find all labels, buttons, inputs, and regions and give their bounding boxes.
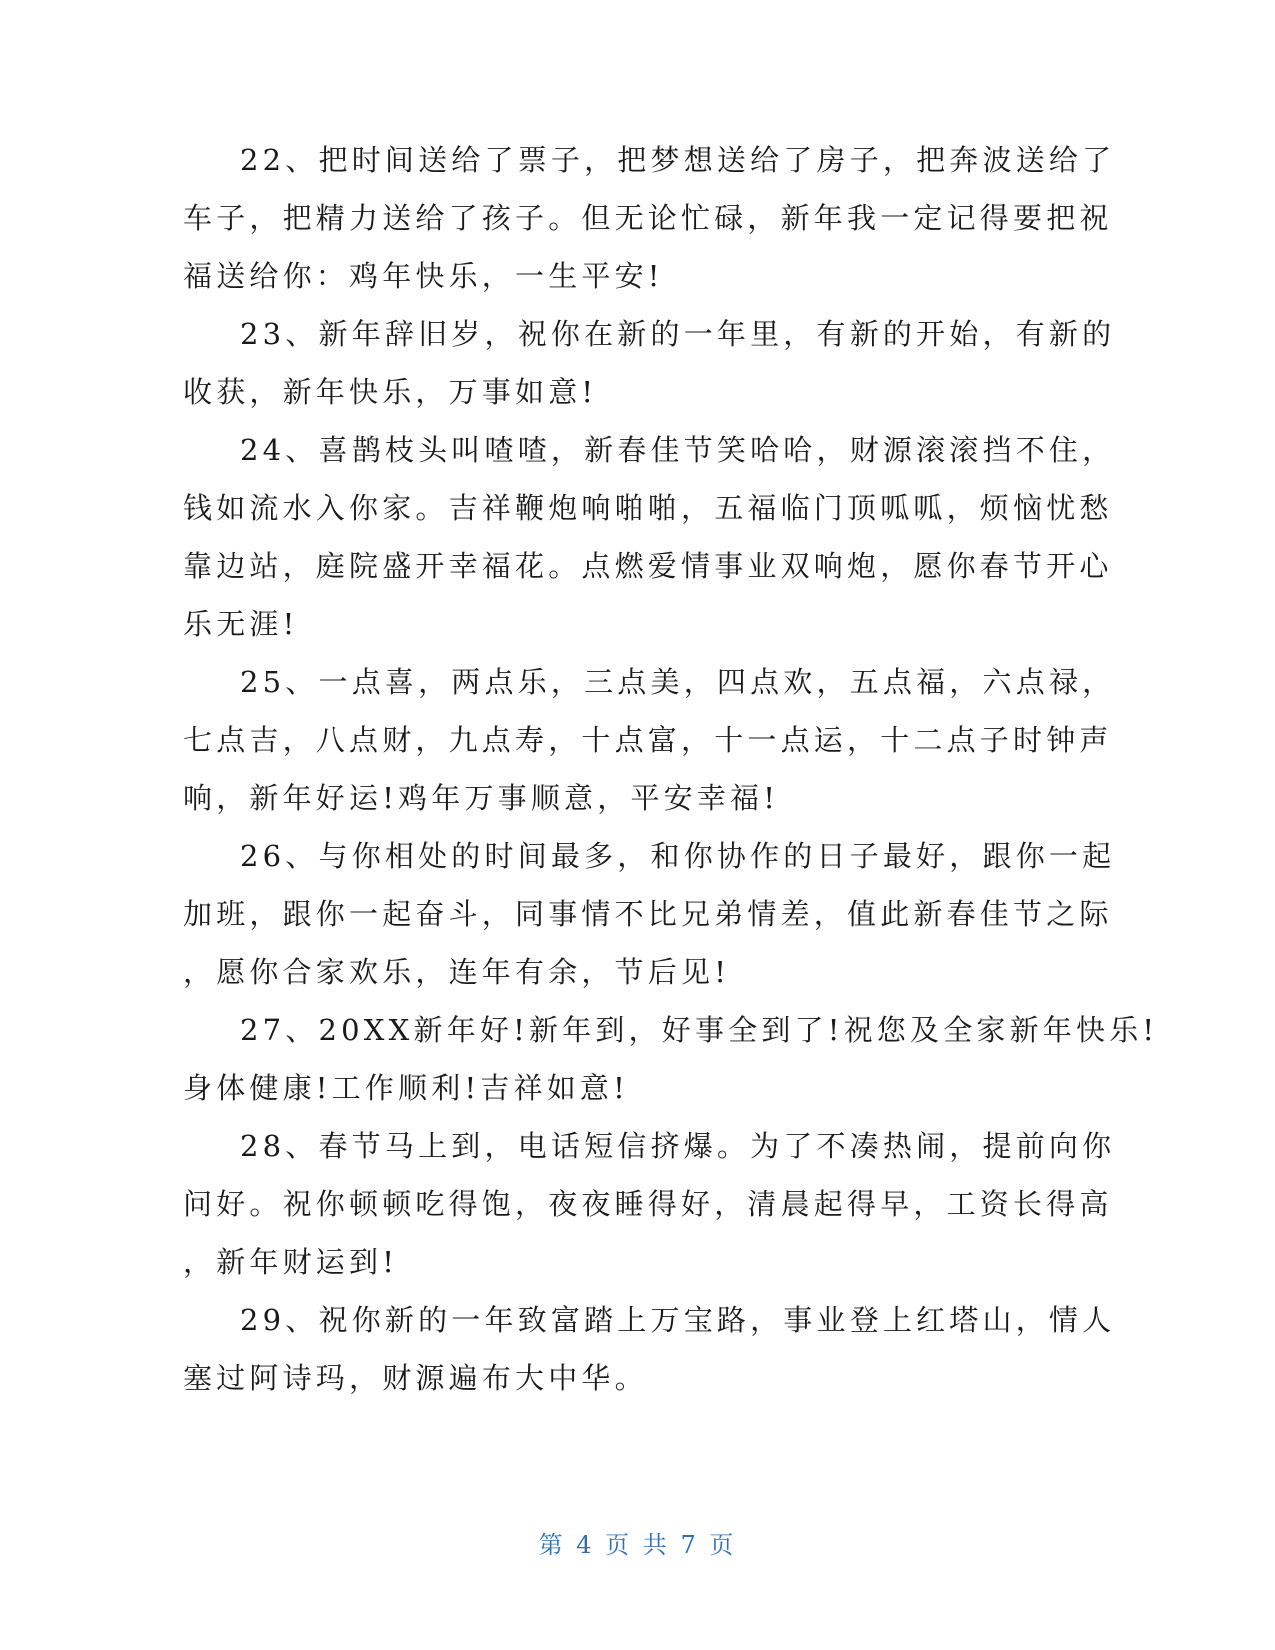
paragraph-line: 24、喜鹊枝头叫喳喳，新春佳节笑哈哈，财源滚滚挡不住， <box>240 433 1116 467</box>
paragraph-line: 问好。祝你顿顿吃得饱，夜夜睡得好，清晨起得早，工资长得高 <box>183 1187 1113 1221</box>
paragraph-line: 乐无涯! <box>183 607 299 641</box>
paragraph-line: ，新年财运到! <box>183 1245 399 1279</box>
paragraph-line: 28、春节马上到，电话短信挤爆。为了不凑热闹，提前向你 <box>240 1129 1116 1163</box>
page-number-footer: 第 4 页 共 7 页 <box>538 1531 737 1559</box>
paragraph-line: 22、把时间送给了票子，把梦想送给了房子，把奔波送给了 <box>240 143 1116 177</box>
paragraph-line: 23、新年辞旧岁，祝你在新的一年里，有新的开始，有新的 <box>240 317 1116 351</box>
paragraph-line: 七点吉，八点财，九点寿，十点富，十一点运，十二点子时钟声 <box>183 723 1113 757</box>
paragraph-line: 福送给你：鸡年快乐，一生平安! <box>183 259 664 293</box>
paragraph-line: 27、20XX新年好!新年到，好事全到了!祝您及全家新年快乐! <box>240 1013 1159 1047</box>
paragraph-line: 29、祝你新的一年致富踏上万宝路，事业登上红塔山，情人 <box>240 1303 1116 1337</box>
paragraph-line: 26、与你相处的时间最多，和你协作的日子最好，跟你一起 <box>240 839 1116 873</box>
paragraph-line: 塞过阿诗玛，财源遍布大中华。 <box>183 1361 648 1395</box>
paragraph-line: 靠边站，庭院盛开幸福花。点燃爱情事业双响炮，愿你春节开心 <box>183 549 1113 583</box>
paragraph-line: 收获，新年快乐，万事如意! <box>183 375 598 409</box>
paragraph-line: 身体健康!工作顺利!吉祥如意! <box>183 1071 629 1105</box>
paragraph-line: 25、一点喜，两点乐，三点美，四点欢，五点福，六点禄， <box>240 665 1116 699</box>
paragraph-line: 钱如流水入你家。吉祥鞭炮响啪啪，五福临门顶呱呱，烦恼忧愁 <box>183 491 1113 525</box>
paragraph-line: ，愿你合家欢乐，连年有余，节后见! <box>183 955 731 989</box>
paragraph-line: 加班，跟你一起奋斗，同事情不比兄弟情差，值此新春佳节之际 <box>183 897 1113 931</box>
paragraph-line: 车子，把精力送给了孩子。但无论忙碌，新年我一定记得要把祝 <box>183 201 1113 235</box>
paragraph-line: 响，新年好运!鸡年万事顺意，平安幸福! <box>183 781 780 815</box>
